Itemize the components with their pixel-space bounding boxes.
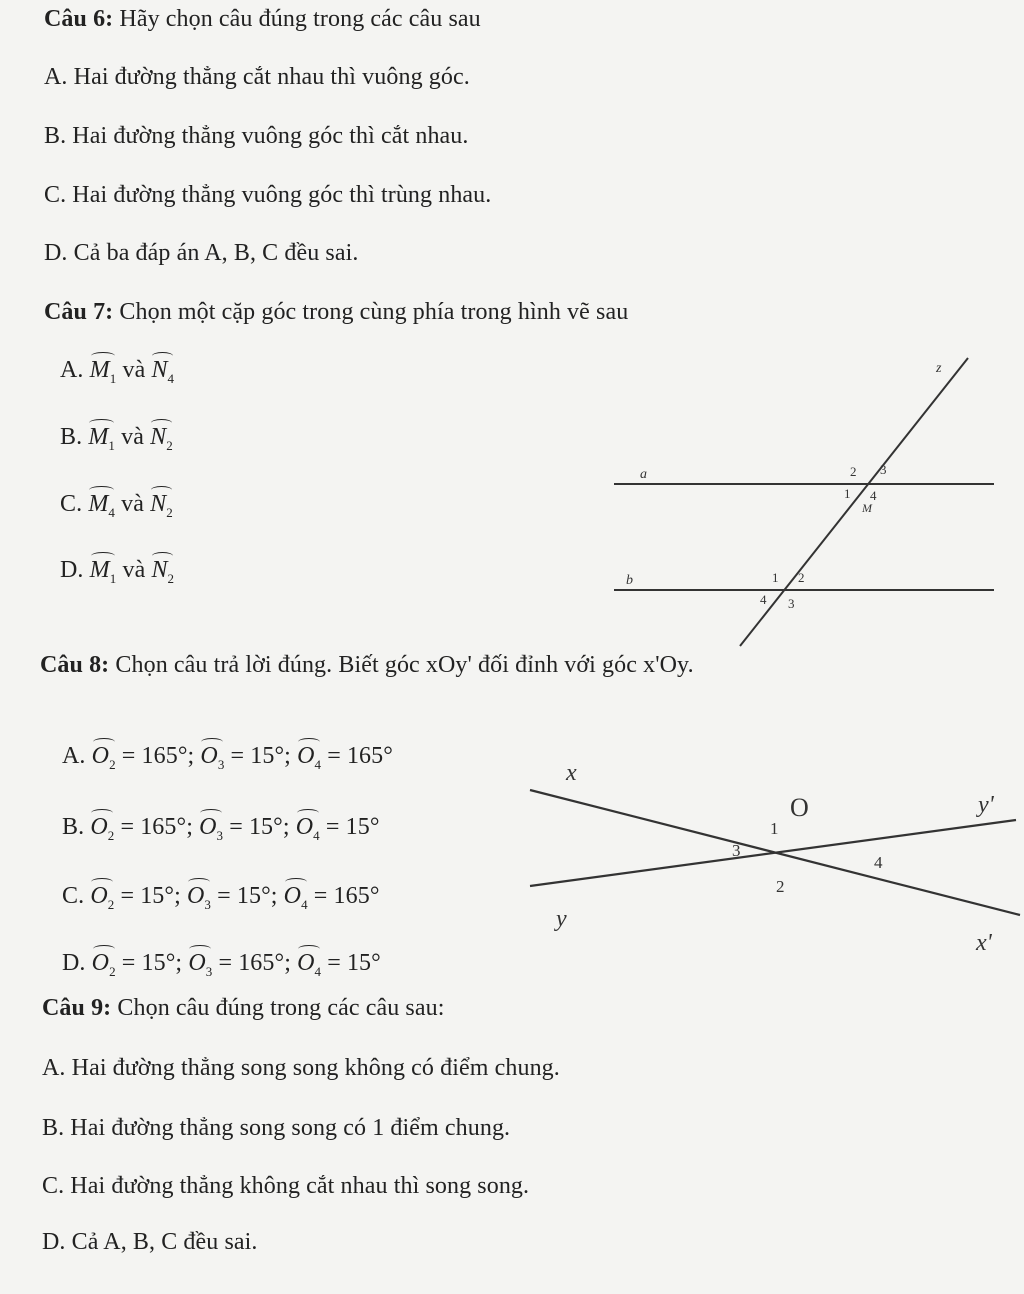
option-letter: C.	[60, 491, 83, 517]
option-letter: B.	[60, 424, 83, 450]
q8-option-d	[62, 948, 381, 987]
q7-option-d	[60, 555, 174, 594]
label-y: y	[556, 906, 567, 932]
q7-parallel-lines-figure	[600, 350, 1000, 650]
angle-o2: $O_2$	[92, 741, 116, 780]
angle-value: = 15°;	[224, 743, 298, 769]
angle-o2: $O_2$	[90, 812, 114, 851]
q7-heading-line	[44, 297, 628, 327]
angle-value: = 165°;	[114, 814, 200, 840]
angle-value: = 15°;	[211, 883, 284, 909]
label-z: z	[936, 361, 942, 376]
conjunction: và	[122, 357, 146, 383]
label-b: b	[626, 573, 633, 588]
label-m2: 2	[850, 464, 857, 479]
conjunction: và	[121, 424, 144, 450]
label-o4: 4	[874, 853, 883, 872]
q6-option-d: D. Cả ba đáp án A, B, C đều sai.	[44, 240, 359, 266]
label-x: x	[566, 760, 577, 786]
q9-option-a: A. Hai đường thẳng song song không có điểm chung.	[42, 1055, 560, 1081]
q8-option-a	[62, 741, 393, 780]
q6-prompt: Hãy chọn câu đúng trong các câu sau	[119, 6, 481, 32]
label-point-m: M	[862, 501, 872, 515]
q8-intersecting-lines-figure	[520, 750, 1024, 970]
angle-o3: $O_3$	[199, 812, 223, 851]
q8-prompt: Chọn câu trả lời đúng. Biết góc xOy' đối đỉnh với góc x'Oy.	[115, 652, 694, 678]
q6-option-b: B. Hai đường thẳng vuông góc thì cắt nhau.	[44, 123, 469, 149]
option-letter: C.	[62, 883, 85, 909]
angle-o4: $O_4$	[297, 741, 321, 780]
angle-o4: $O_4$	[297, 948, 321, 987]
angle-value: = 165°	[307, 883, 380, 909]
angle-n: $N_2$	[150, 422, 173, 461]
angle-o2: $O_2$	[90, 881, 114, 920]
angle-value: = 15°	[321, 950, 381, 976]
angle-o2: $O_2$	[92, 948, 116, 987]
label-a: a	[640, 467, 647, 482]
label-y-prime: y'	[978, 792, 994, 818]
conjunction: và	[122, 557, 146, 583]
transversal-z	[740, 358, 968, 646]
q8-option-b	[62, 812, 380, 851]
q9-option-c: C. Hai đường thẳng không cắt nhau thì song song.	[42, 1173, 530, 1199]
label-n3: 3	[788, 596, 795, 611]
q9-option-b: B. Hai đường thẳng song song có 1 điểm chung.	[42, 1115, 511, 1141]
option-letter: B.	[62, 814, 85, 840]
q6-option-c: C. Hai đường thẳng vuông góc thì trùng nhau.	[44, 182, 492, 208]
angle-n: $N_2$	[151, 555, 174, 594]
q8-heading-line	[40, 650, 694, 680]
q7-prompt: Chọn một cặp góc trong cùng phía trong hình vẽ sau	[119, 299, 629, 325]
label-o: O	[790, 793, 809, 822]
angle-o4: $O_4$	[284, 881, 308, 920]
angle-value: = 15°;	[114, 883, 187, 909]
label-m3: 3	[880, 462, 887, 477]
option-letter: D.	[60, 557, 84, 583]
angle-m: $M_1$	[90, 555, 117, 594]
conjunction: và	[121, 491, 144, 517]
label-x-prime: x'	[976, 930, 992, 956]
label-o1: 1	[770, 819, 779, 838]
label-n4: 4	[760, 592, 767, 607]
angle-value: = 15°	[319, 814, 380, 840]
angle-o3: $O_3$	[187, 881, 211, 920]
label-n1: 1	[772, 570, 779, 585]
q9-heading-line	[42, 993, 445, 1023]
option-letter: D.	[62, 950, 86, 976]
angle-value: = 165°;	[212, 950, 298, 976]
q7-option-a	[60, 355, 174, 394]
q7-heading: Câu 7:	[44, 299, 114, 325]
q7-option-c	[60, 489, 173, 528]
q6-option-a: A. Hai đường thẳng cắt nhau thì vuông góc.	[44, 64, 470, 90]
angle-m: $M_4$	[88, 489, 115, 528]
label-o3: 3	[732, 841, 741, 860]
label-m1: 1	[844, 486, 851, 501]
angle-o3: $O_3$	[188, 948, 212, 987]
label-o2: 2	[776, 877, 785, 896]
angle-value: = 165°;	[115, 743, 201, 769]
q9-heading: Câu 9:	[42, 995, 112, 1021]
angle-o4: $O_4$	[296, 812, 320, 851]
option-letter: A.	[62, 743, 86, 769]
q6-heading-line	[44, 4, 481, 34]
angle-n: $N_2$	[150, 489, 173, 528]
q7-option-b	[60, 422, 173, 461]
angle-m: $M_1$	[90, 355, 117, 394]
q8-heading: Câu 8:	[40, 652, 110, 678]
angle-value: = 15°;	[223, 814, 296, 840]
q9-prompt: Chọn câu đúng trong các câu sau:	[117, 995, 445, 1021]
q9-option-d: D. Cả A, B, C đều sai.	[42, 1229, 258, 1255]
label-n2: 2	[798, 570, 805, 585]
q6-heading: Câu 6:	[44, 6, 114, 32]
angle-value: = 15°;	[115, 950, 189, 976]
angle-o3: $O_3$	[200, 741, 224, 780]
angle-value: = 165°	[321, 743, 393, 769]
label-m4: 4	[870, 488, 877, 503]
option-letter: A.	[60, 357, 84, 383]
angle-n: $N_4$	[151, 355, 174, 394]
q8-option-c	[62, 881, 380, 920]
angle-m: $M_1$	[88, 422, 115, 461]
